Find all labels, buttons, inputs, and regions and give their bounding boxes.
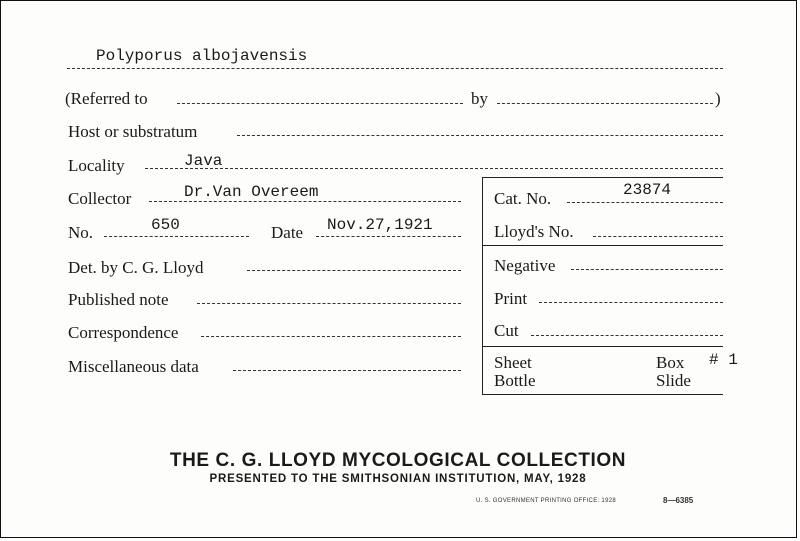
collector-value: Dr.Van Overeem xyxy=(184,183,319,201)
miscellaneous-line xyxy=(233,370,461,371)
date-label: Date xyxy=(271,223,304,242)
correspondence-line xyxy=(201,336,461,337)
printing-office-note: U. S. GOVERNMENT PRINTING OFFICE: 1928 xyxy=(476,498,616,504)
form-number: 8—6385 xyxy=(663,496,694,505)
species-name: Polyporus albojavensis xyxy=(96,47,308,65)
box-divider-1 xyxy=(482,245,723,246)
number-value: 650 xyxy=(151,216,180,234)
species-line xyxy=(67,68,723,69)
date-line xyxy=(316,236,461,237)
locality-value: Java xyxy=(184,152,223,170)
by-label: by xyxy=(471,89,488,108)
box-divider-2 xyxy=(482,346,723,347)
lloyds-number-label: Lloyd's No. xyxy=(494,222,574,241)
box-label: Box xyxy=(656,353,685,372)
number-label: No. xyxy=(68,223,94,242)
catalog-number-value: 23874 xyxy=(623,181,672,199)
date-value: Nov.27,1921 xyxy=(327,216,433,234)
collection-title: THE C. G. LLOYD MYCOLOGICAL COLLECTION xyxy=(169,450,627,471)
miscellaneous-label: Miscellaneous data xyxy=(68,357,199,376)
host-line xyxy=(237,135,723,136)
collector-label: Collector xyxy=(68,189,132,208)
published-note-label: Published note xyxy=(68,290,169,309)
referred-to-label: (Referred to xyxy=(65,89,148,108)
published-note-line xyxy=(197,303,461,304)
slide-label: Slide xyxy=(656,371,691,390)
negative-line xyxy=(571,269,723,270)
by-line xyxy=(497,103,713,104)
print-label: Print xyxy=(494,289,528,308)
collector-line xyxy=(149,201,461,202)
referred-close: ) xyxy=(715,89,721,108)
print-line xyxy=(539,302,723,303)
cut-line xyxy=(531,335,723,336)
lloyds-number-line xyxy=(593,236,723,237)
bottle-label: Bottle xyxy=(494,371,536,390)
determined-by-label: Det. by C. G. Lloyd xyxy=(68,258,204,277)
locality-line xyxy=(145,168,723,169)
sheet-label: Sheet xyxy=(494,353,532,372)
negative-label: Negative xyxy=(494,256,556,275)
locality-label: Locality xyxy=(68,156,125,175)
host-label: Host or substratum xyxy=(68,122,198,141)
correspondence-label: Correspondence xyxy=(68,323,179,342)
cut-label: Cut xyxy=(494,321,519,340)
box-top-border xyxy=(482,177,723,178)
catalog-number-label: Cat. No. xyxy=(494,189,552,208)
box-left-border xyxy=(482,177,483,394)
determined-by-line xyxy=(247,270,461,271)
box-bottom-border xyxy=(482,394,723,395)
box-value: # 1 xyxy=(709,351,738,369)
referred-to-line xyxy=(177,103,463,104)
catalog-number-line xyxy=(567,202,723,203)
number-line xyxy=(104,236,249,237)
collection-subtitle: PRESENTED TO THE SMITHSONIAN INSTITUTION, MAY, 1928 xyxy=(209,473,587,485)
